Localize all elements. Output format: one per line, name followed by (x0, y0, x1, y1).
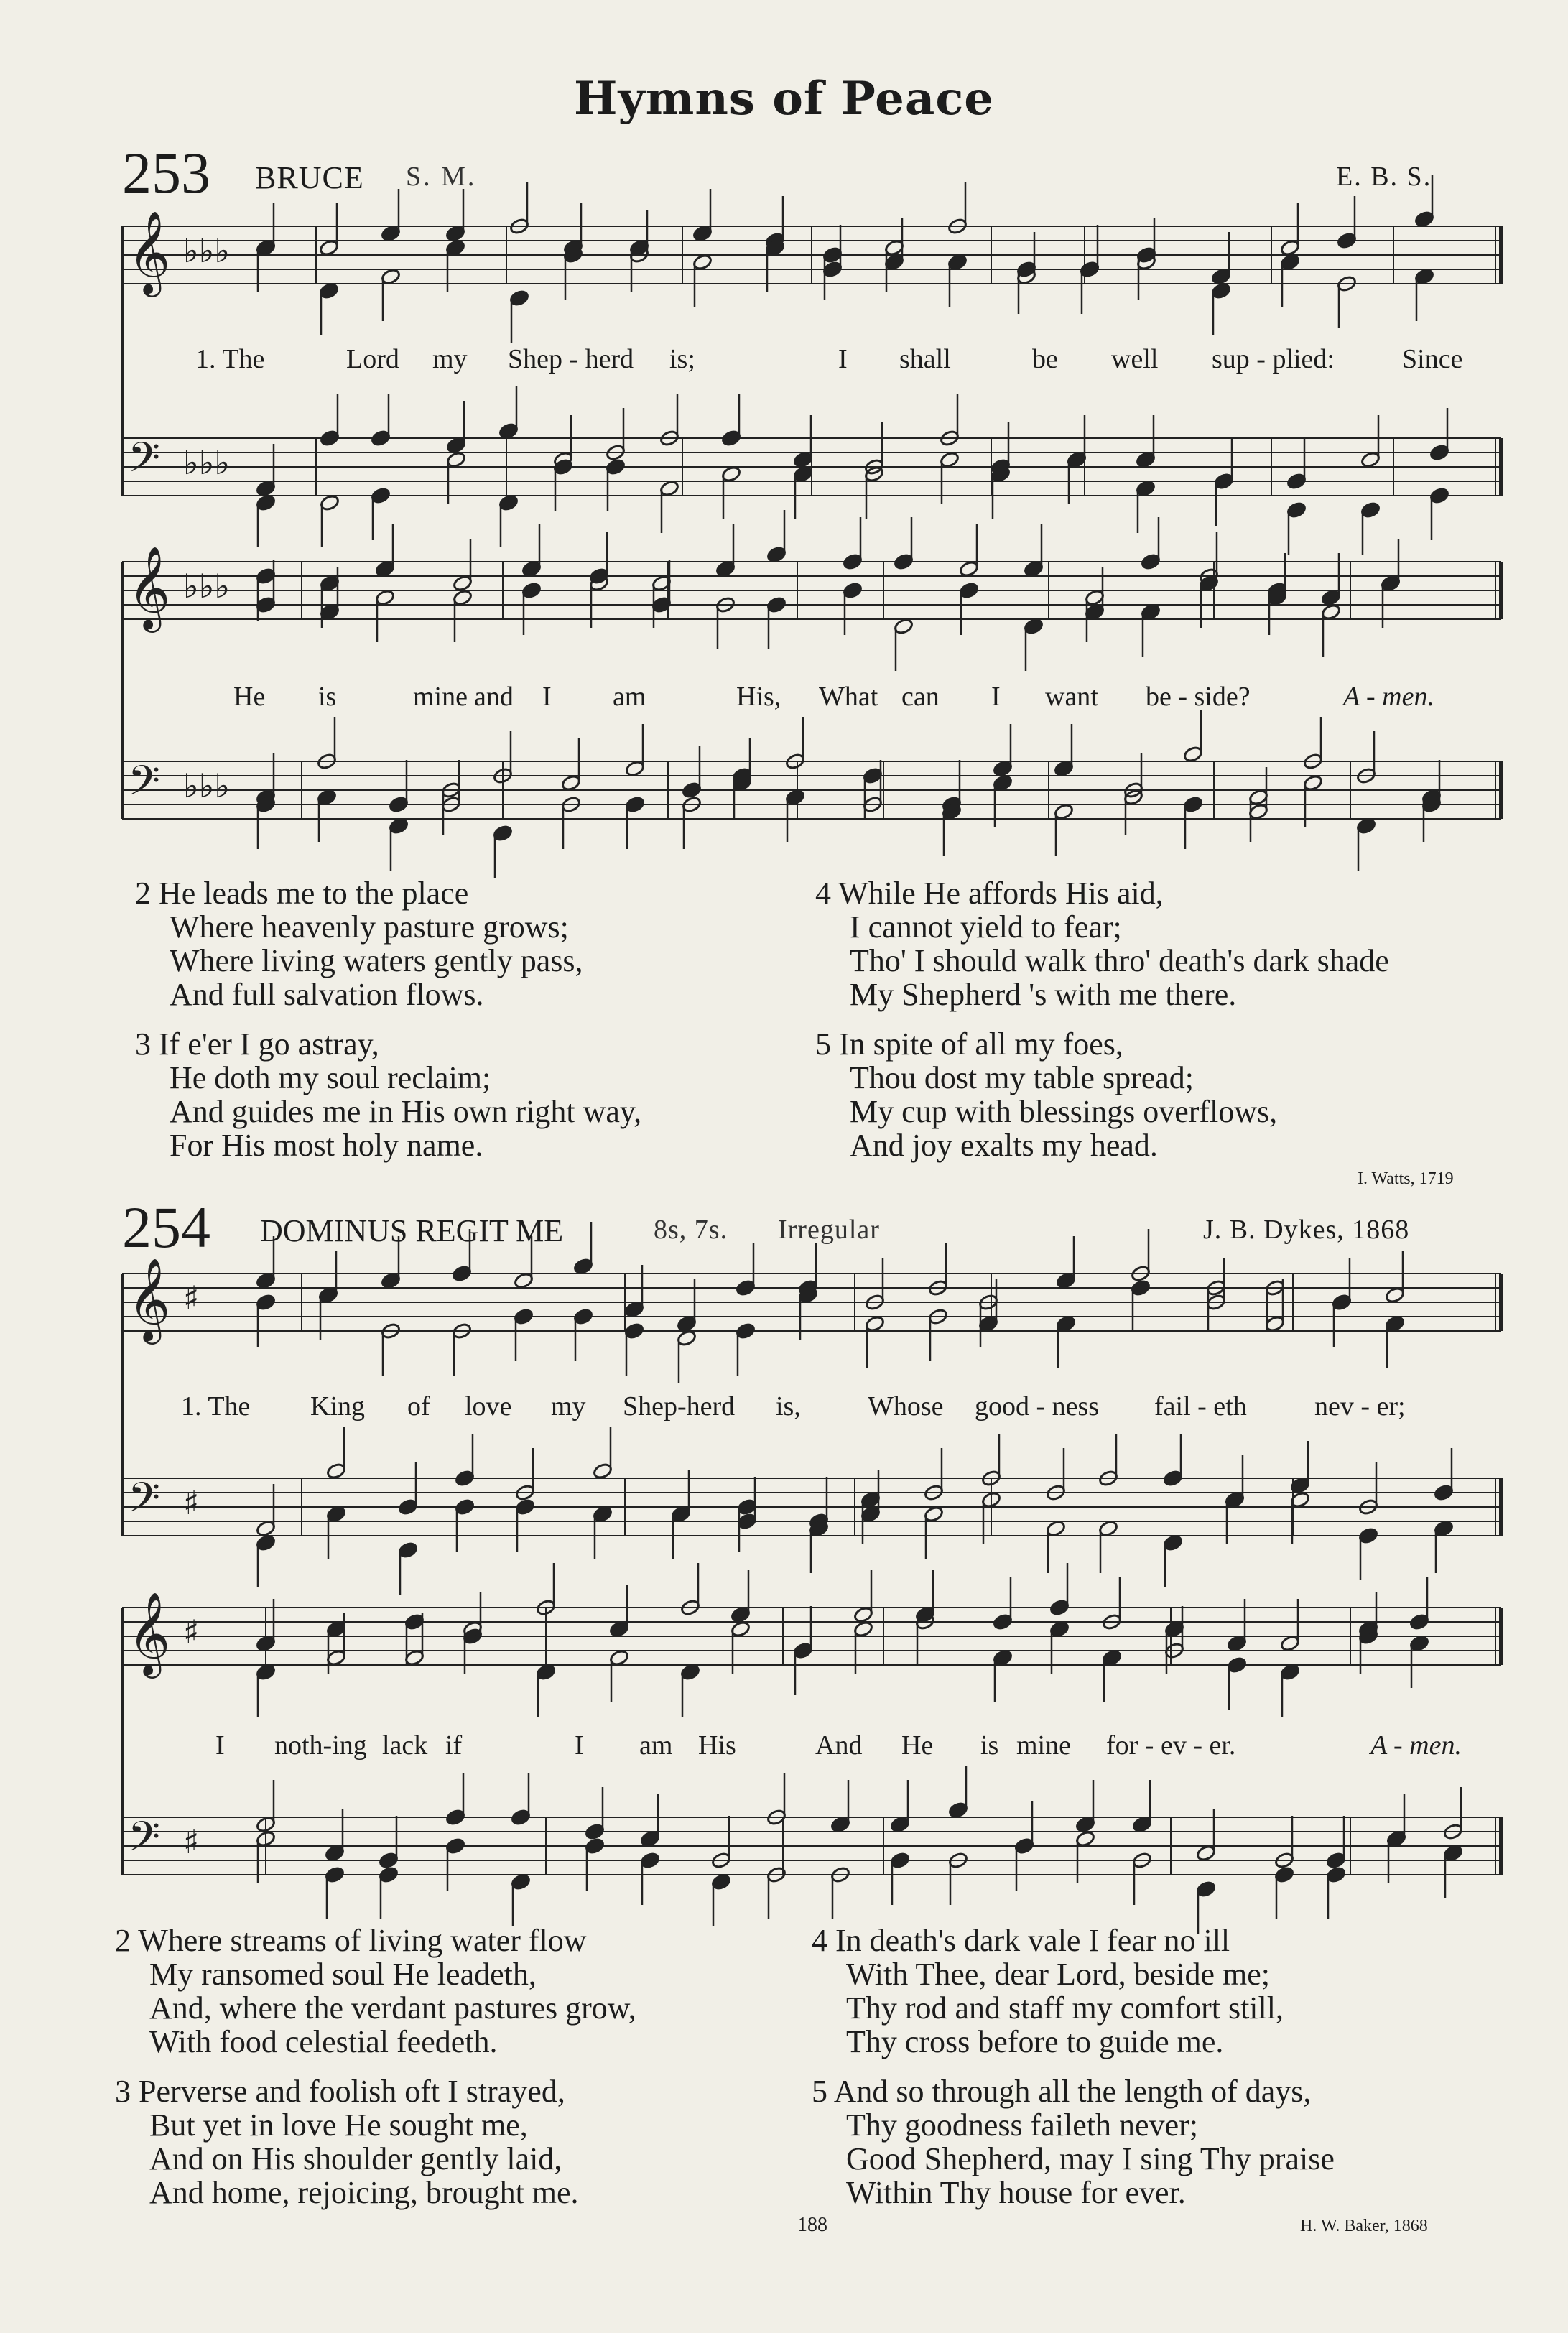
hymn-number: 253 (122, 140, 210, 205)
treble-clef-icon: 𝄞 (128, 545, 171, 629)
text-attribution: I. Watts, 1719 (1358, 1169, 1454, 1188)
tune-name: BRUCE (255, 160, 364, 195)
key-signature-icon: ♭♭♭ (183, 567, 231, 606)
bass-clef-icon: 𝄢 (128, 756, 161, 815)
stanza: 5 In spite of all my foes, Thou dost my table spread; My cup with blessings overflows, And joy exalts my head. (815, 1026, 1278, 1163)
meter-note: Irregular (778, 1215, 880, 1245)
stanza: 5 And so through all the length of days, Thy goodness faileth never; Good Shepherd, may I sing Thy praise Within Thy house for ever. (812, 2074, 1335, 2210)
meter: 8s, 7s. (654, 1215, 728, 1245)
composer: J. B. Dykes, 1868 (1203, 1215, 1410, 1245)
key-signature-icon: ♯ (183, 1613, 200, 1651)
key-signature-icon: ♭♭♭ (183, 443, 231, 482)
key-signature-icon: ♯ (183, 1483, 200, 1522)
treble-clef-icon: 𝄞 (128, 1591, 171, 1675)
bass-clef-icon: 𝄢 (128, 1812, 161, 1871)
bass-clef-icon: 𝄢 (128, 1473, 161, 1532)
text-attribution: H. W. Baker, 1868 (1300, 2217, 1428, 2235)
stanza: 4 In death's dark vale I fear no ill With Thee, dear Lord, beside me; Thy rod and staff my comfort still, Thy cross before to guide me. (812, 1923, 1284, 2059)
key-signature-icon: ♭♭♭ (183, 766, 231, 805)
treble-clef-icon: 𝄞 (128, 210, 171, 294)
stanza: 3 If e'er I go astray, He doth my soul reclaim; And guides me in His own right way, For His most holy name. (135, 1026, 642, 1163)
bass-clef-icon: 𝄢 (128, 433, 161, 492)
page-number: 188 (797, 2214, 827, 2236)
treble-clef-icon: 𝄞 (128, 1257, 171, 1341)
key-signature-icon: ♭♭♭ (183, 231, 231, 270)
stanza: 3 Perverse and foolish oft I strayed, But yet in love He sought me, And on His shoulder gently laid, And home, rejoicing, brought me. (115, 2074, 579, 2210)
stanza: 2 Where streams of living water flow My ransomed soul He leadeth, And, where the verdant pastures grow, With food celestial feedeth. (115, 1923, 636, 2059)
stanza: 4 While He affords His aid, I cannot yield to fear; Tho' I should walk thro' death's dark shade My Shepherd 's with me there. (815, 876, 1389, 1012)
running-head: Hymns of Peace (574, 72, 994, 126)
meter: S. M. (406, 162, 477, 192)
composer: E. B. S. (1336, 162, 1432, 192)
key-signature-icon: ♯ (183, 1279, 200, 1317)
tune-name: DOMINUS REGIT ME (260, 1213, 564, 1248)
key-signature-icon: ♯ (183, 1822, 200, 1861)
hymn-number: 254 (122, 1195, 210, 1260)
stanza: 2 He leads me to the place Where heavenly pasture grows; Where living waters gently pass, And full salvation flows. (135, 876, 583, 1012)
